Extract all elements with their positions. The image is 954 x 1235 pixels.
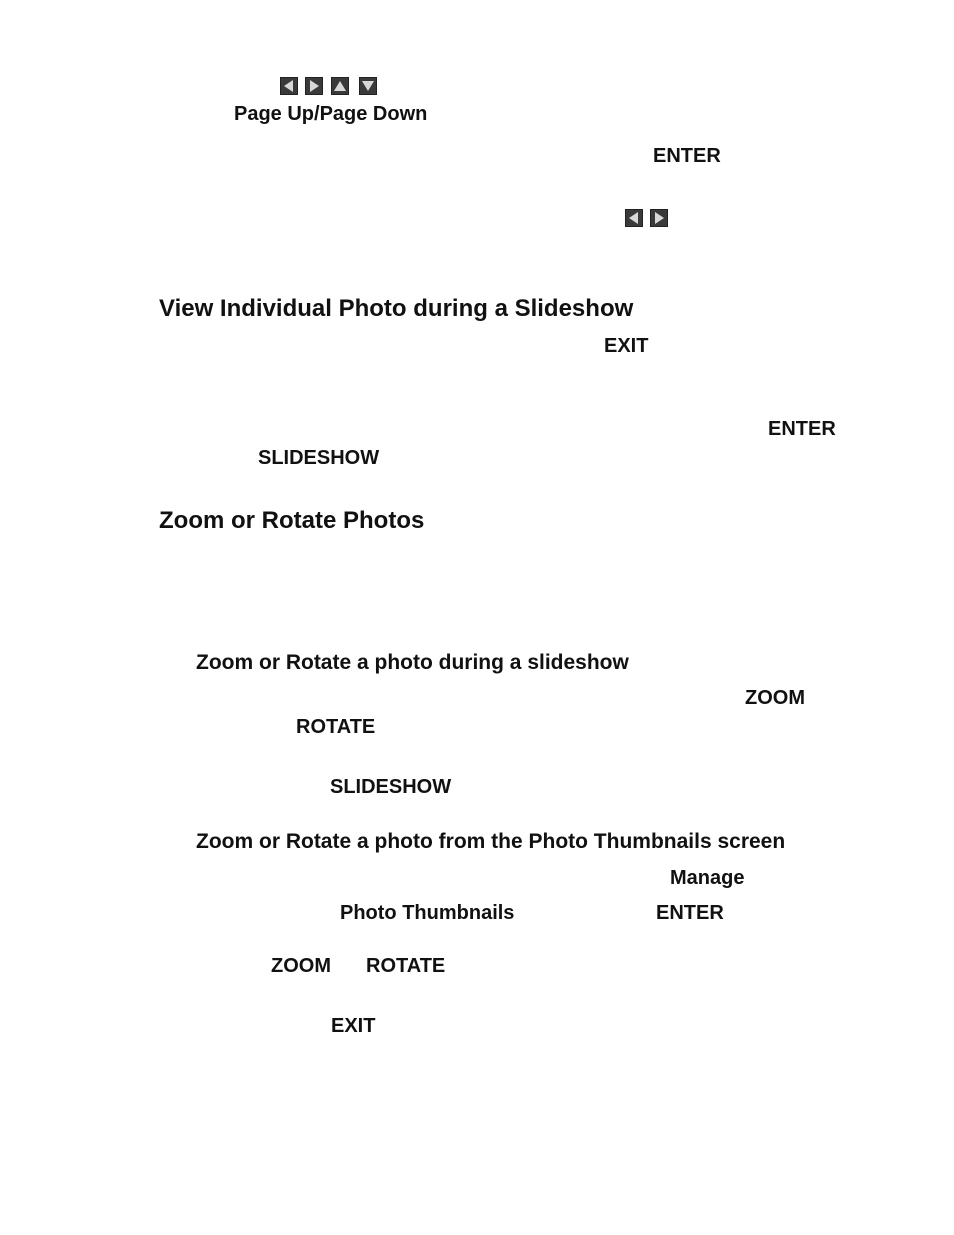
arrow-right-icon: [305, 77, 323, 95]
arrow-right-icon: [650, 209, 668, 227]
enter-key-label: ENTER: [653, 145, 721, 167]
slideshow-key-label: SLIDESHOW: [258, 447, 380, 469]
arrow-left-icon: [625, 209, 643, 227]
exit-key-label: EXIT: [331, 1015, 376, 1037]
slideshow-key-label: SLIDESHOW: [330, 776, 452, 798]
zoom-key-label: ZOOM: [271, 955, 331, 977]
enter-key-label: ENTER: [768, 418, 836, 440]
subheading-during-slideshow: Zoom or Rotate a photo during a slideshow: [196, 651, 629, 674]
arrow-left-icon: [280, 77, 298, 95]
section-heading-zoom-rotate: Zoom or Rotate Photos: [159, 507, 425, 534]
page-up-page-down-label: Page Up/Page Down: [234, 103, 428, 125]
section-heading-view-individual: View Individual Photo during a Slideshow: [159, 295, 634, 322]
manage-label: Manage: [670, 867, 745, 889]
rotate-key-label: ROTATE: [296, 716, 376, 738]
subheading-from-thumbnails: Zoom or Rotate a photo from the Photo Thumbnails screen: [196, 830, 786, 853]
exit-key-label: EXIT: [604, 335, 649, 357]
rotate-key-label: ROTATE: [366, 955, 446, 977]
arrow-down-icon: [359, 77, 377, 95]
zoom-key-label: ZOOM: [745, 687, 805, 709]
enter-key-label: ENTER: [656, 902, 724, 924]
arrow-up-icon: [331, 77, 349, 95]
photo-thumbnails-label: Photo Thumbnails: [340, 902, 515, 924]
